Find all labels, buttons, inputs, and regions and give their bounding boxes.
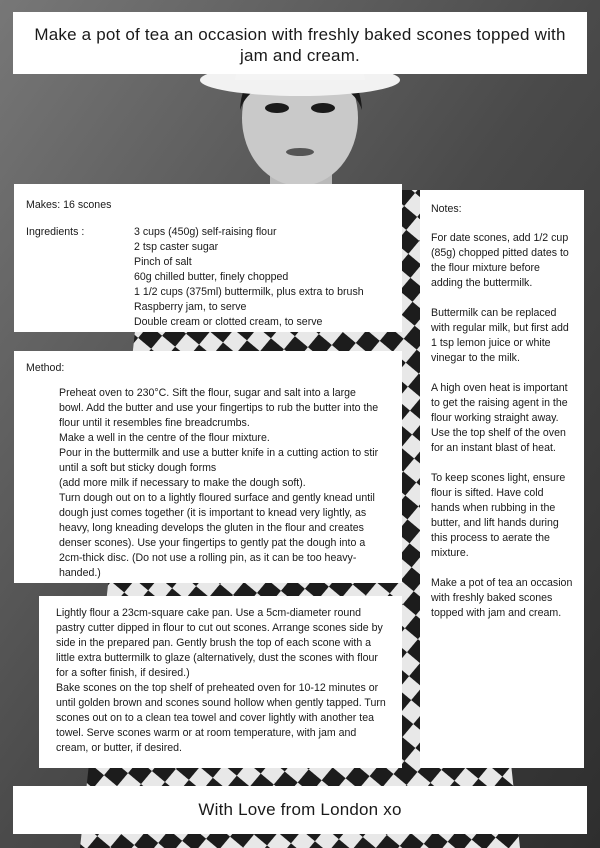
note-item: A high oven heat is important to get the raising agent in the flour working straight away. Use the top shelf of the oven for an instant blast of heat. — [431, 382, 568, 454]
method-panel — [14, 351, 402, 583]
ingredients-section — [26, 225, 390, 330]
ingredient-item: Double cream or clotted cream, to serve — [134, 316, 323, 328]
ingredient-item: 1 1/2 cups (375ml) buttermilk, plus extra to brush — [134, 286, 364, 298]
ingredients-label: Ingredients : — [26, 226, 85, 238]
method-text-part-1: Preheat oven to 230°C. Sift the flour, sugar and salt into a large bowl. Add the butter and use your fingertips to rub the butter into the flour until it resembles fine breadcrumbs. Make a well in the centre of the flour mixture. Pour in the buttermilk and use a butter knife in a cutting action to stir until a soft but sticky dough forms (add more milk if necessary to make the dough soft). Turn dough out on to a lightly floured surface and gently knead until dough just comes together (it is important to knead very lightly, as heavy, long kneading develops the gluten in the flour and creates denser scones). Use your fingertips to gently pat the dough into a 2cm-thick disc. (Do not use a rolling pin, as it can be too heavy-handed.) — [59, 387, 379, 579]
makes-text: Makes: 16 scones — [26, 199, 112, 211]
notes-panel — [420, 190, 584, 768]
page-title: Make a pot of tea an occasion with freshly baked scones topped with jam and cream. — [34, 25, 566, 65]
note-item: Buttermilk can be replaced with regular milk, but first add 1 tsp lemon juice or white vinegar to the milk. — [431, 307, 569, 364]
title-banner — [13, 12, 587, 74]
ingredients-panel — [14, 184, 402, 332]
ingredient-item: 3 cups (450g) self-raising flour — [134, 226, 277, 238]
footer-signoff: With Love from London xo — [198, 800, 402, 819]
note-item: To keep scones light, ensure flour is sifted. Have cold hands when rubbing in the butter, and lift hands during this process to aerate the mixture. — [431, 472, 566, 559]
ingredient-item: Pinch of salt — [134, 256, 192, 268]
method-label: Method: — [26, 362, 65, 374]
ingredient-item: 2 tsp caster sugar — [134, 241, 219, 253]
ingredient-item: 60g chilled butter, finely chopped — [134, 271, 289, 283]
ingredient-item: Raspberry jam, to serve — [134, 301, 247, 313]
notes-label: Notes: — [431, 203, 462, 215]
footer-banner — [13, 786, 587, 834]
note-item: Make a pot of tea an occasion with freshly baked scones topped with jam and cream. — [431, 577, 573, 619]
note-item: For date scones, add 1/2 cup (85g) chopped pitted dates to the flour mixture before adding the buttermilk. — [431, 232, 569, 289]
method-text-part-2: Lightly flour a 23cm-square cake pan. Use a 5cm-diameter round pastry cutter dipped in flour to cut out scones. Arrange scones side by side in the prepared pan. Gently brush the top of each scone with a little extra buttermilk to glaze (alternatively, dust the scones with flour for a softer finish, if desired.) Bake scones on the top shelf of preheated oven for 10-12 minutes or until golden brown and scones sound hollow when gently tapped. Turn scones out on to a clean tea towel and cover lightly with another tea towel. Serve scones warm or at room temperature, with jam and cream, or butter, if desired. — [39, 596, 402, 768]
ingredients-list — [134, 225, 364, 330]
